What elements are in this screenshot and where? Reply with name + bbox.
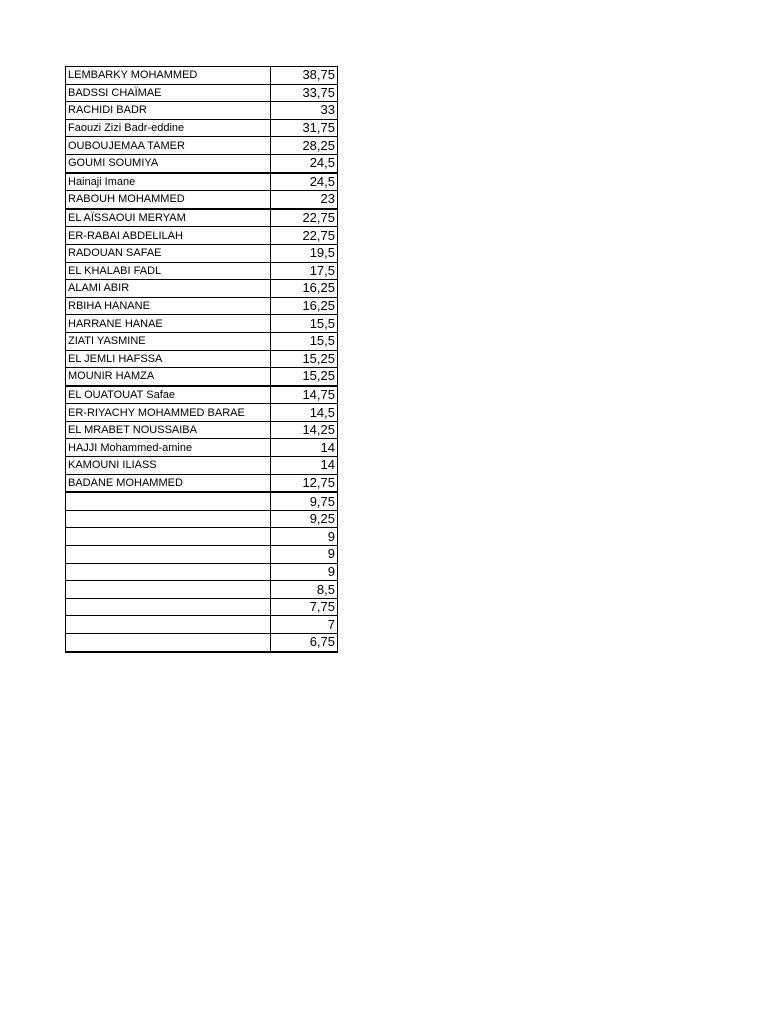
score-cell[interactable]: 14,75 (271, 386, 338, 404)
table-row (66, 528, 338, 546)
score-cell[interactable]: 33 (271, 102, 338, 120)
table-row (66, 67, 338, 85)
score-cell[interactable]: 16,25 (271, 297, 338, 315)
score-cell[interactable]: 7,75 (271, 598, 338, 616)
student-name-cell[interactable]: OUBOUJEMAA TAMER (66, 137, 271, 155)
score-cell[interactable]: 38,75 (271, 67, 338, 85)
student-name-cell[interactable]: BADSSI CHAÏMAE (66, 84, 271, 102)
score-cell[interactable]: 6,75 (271, 634, 338, 652)
table-row (66, 191, 338, 209)
table-row (66, 173, 338, 191)
table-row (66, 581, 338, 599)
student-name-cell[interactable]: ER-RIYACHY MOHAMMED BARAE (66, 404, 271, 422)
table-row (66, 404, 338, 422)
table-row (66, 280, 338, 298)
student-name-cell[interactable] (66, 598, 271, 616)
student-name-cell[interactable]: Hainaji Imane (66, 173, 271, 191)
student-name-cell[interactable]: MOUNIR HAMZA (66, 368, 271, 386)
student-name-cell[interactable]: HARRANE HANAE (66, 315, 271, 333)
table-row (66, 137, 338, 155)
student-name-cell[interactable]: ALAMI ABIR (66, 280, 271, 298)
table-row (66, 474, 338, 492)
score-cell[interactable]: 28,25 (271, 137, 338, 155)
score-cell[interactable]: 14,5 (271, 404, 338, 422)
scores-table-body (66, 67, 338, 652)
score-cell[interactable]: 12,75 (271, 474, 338, 492)
score-cell[interactable]: 9 (271, 528, 338, 546)
student-name-cell[interactable] (66, 634, 271, 652)
student-name-cell[interactable] (66, 510, 271, 528)
score-cell[interactable]: 15,25 (271, 368, 338, 386)
score-cell[interactable]: 16,25 (271, 280, 338, 298)
score-cell[interactable]: 22,75 (271, 227, 338, 245)
table-row (66, 315, 338, 333)
table-row (66, 350, 338, 368)
table-row (66, 492, 338, 510)
table-row (66, 209, 338, 227)
student-name-cell[interactable]: GOUMI SOUMIYA (66, 154, 271, 172)
score-cell[interactable]: 22,75 (271, 209, 338, 227)
score-cell[interactable]: 9,25 (271, 510, 338, 528)
student-name-cell[interactable]: RADOUAN SAFAE (66, 244, 271, 262)
score-cell[interactable]: 9,75 (271, 492, 338, 510)
student-name-cell[interactable] (66, 528, 271, 546)
score-cell[interactable]: 15,5 (271, 332, 338, 350)
score-cell[interactable]: 8,5 (271, 581, 338, 599)
score-cell[interactable]: 24,5 (271, 173, 338, 191)
scores-table (65, 66, 338, 653)
score-cell[interactable]: 14 (271, 439, 338, 457)
table-row (66, 457, 338, 475)
table-row (66, 546, 338, 564)
table-row (66, 227, 338, 245)
score-cell[interactable]: 14,25 (271, 421, 338, 439)
student-name-cell[interactable]: RABOUH MOHAMMED (66, 191, 271, 209)
score-cell[interactable]: 15,25 (271, 350, 338, 368)
student-name-cell[interactable]: EL JEMLI HAFSSA (66, 350, 271, 368)
table-row (66, 102, 338, 120)
student-name-cell[interactable]: EL OUATOUAT Safae (66, 386, 271, 404)
score-cell[interactable]: 7 (271, 616, 338, 634)
score-cell[interactable]: 14 (271, 457, 338, 475)
table-row (66, 154, 338, 172)
table-row (66, 421, 338, 439)
student-name-cell[interactable]: EL AÏSSAOUI MERYAM (66, 209, 271, 227)
student-name-cell[interactable]: Faouzi Zizi Badr-eddine (66, 119, 271, 137)
table-row (66, 598, 338, 616)
student-name-cell[interactable] (66, 581, 271, 599)
score-cell[interactable]: 17,5 (271, 262, 338, 280)
student-name-cell[interactable]: EL KHALABI FADL (66, 262, 271, 280)
score-cell[interactable]: 31,75 (271, 119, 338, 137)
student-name-cell[interactable]: ZIATI YASMINE (66, 332, 271, 350)
score-cell[interactable]: 19,5 (271, 244, 338, 262)
score-cell[interactable]: 9 (271, 563, 338, 581)
table-row (66, 119, 338, 137)
student-name-cell[interactable]: LEMBARKY MOHAMMED (66, 67, 271, 85)
score-cell[interactable]: 24,5 (271, 154, 338, 172)
score-cell[interactable]: 9 (271, 546, 338, 564)
table-row (66, 332, 338, 350)
table-row (66, 386, 338, 404)
table-row (66, 510, 338, 528)
student-name-cell[interactable] (66, 546, 271, 564)
table-row (66, 297, 338, 315)
table-row (66, 563, 338, 581)
table-row (66, 244, 338, 262)
student-name-cell[interactable] (66, 563, 271, 581)
score-cell[interactable]: 15,5 (271, 315, 338, 333)
student-name-cell[interactable]: RBIHA HANANE (66, 297, 271, 315)
table-row (66, 368, 338, 386)
table-row (66, 262, 338, 280)
student-name-cell[interactable]: EL MRABET NOUSSAIBA (66, 421, 271, 439)
student-name-cell[interactable] (66, 492, 271, 510)
table-row (66, 634, 338, 652)
student-name-cell[interactable] (66, 616, 271, 634)
student-name-cell[interactable]: ER-RABAI ABDELILAH (66, 227, 271, 245)
table-row (66, 84, 338, 102)
student-name-cell[interactable]: HAJJI Mohammed-amine (66, 439, 271, 457)
table-row (66, 439, 338, 457)
student-name-cell[interactable]: RACHIDI BADR (66, 102, 271, 120)
table-row (66, 616, 338, 634)
score-cell[interactable]: 23 (271, 191, 338, 209)
student-name-cell[interactable]: KAMOUNI ILIASS (66, 457, 271, 475)
score-cell[interactable]: 33,75 (271, 84, 338, 102)
student-name-cell[interactable]: BADANE MOHAMMED (66, 474, 271, 492)
